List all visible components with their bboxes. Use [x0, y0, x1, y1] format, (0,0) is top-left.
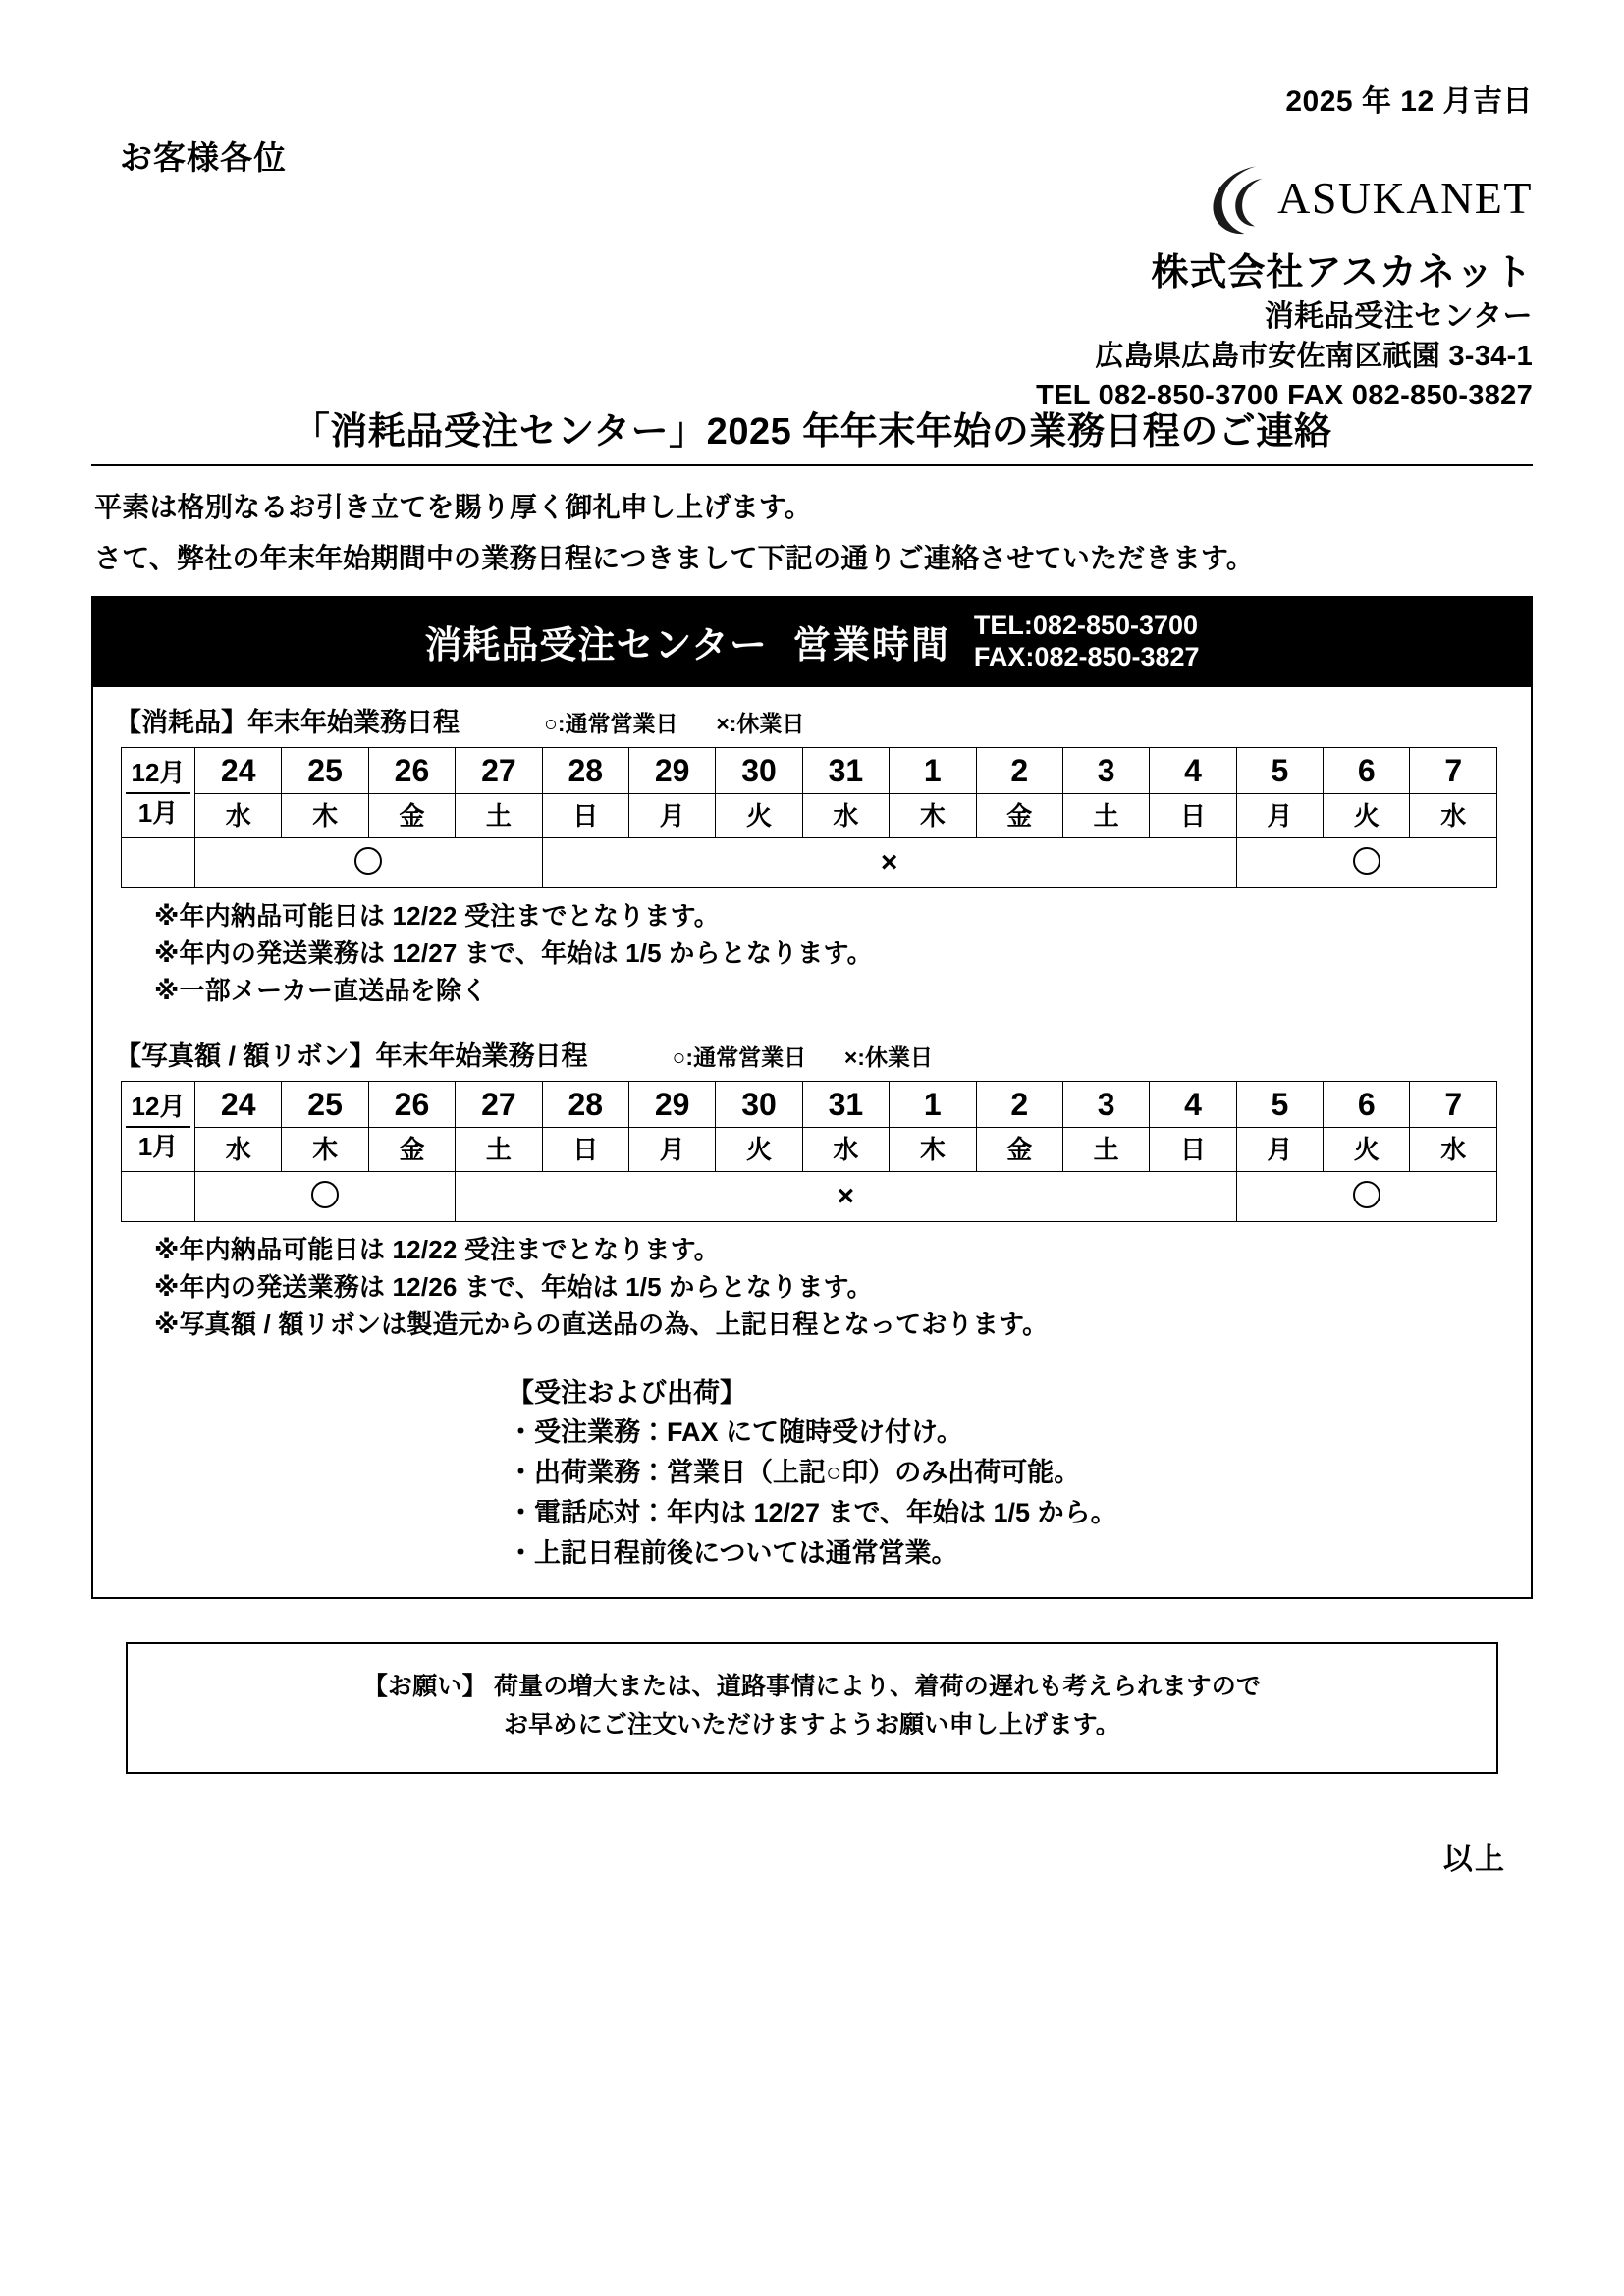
company-logo — [826, 157, 1533, 241]
cross-closed-icon: × — [837, 1180, 855, 1213]
note-item: ※写真額 / 額リボンは製造元からの直送品の為、上記日程となっております。 — [154, 1308, 1049, 1339]
day-number: 7 — [1410, 1082, 1497, 1128]
month-label-cell — [122, 748, 195, 838]
day-number: 25 — [282, 748, 368, 794]
intro-line-2: さて、弊社の年末年始期間中の業務日程につきまして下記の通りご連絡させていただきます。 — [94, 542, 1255, 573]
weekday: 木 — [890, 794, 976, 838]
day-number: 31 — [802, 1082, 889, 1128]
weekday: 月 — [1236, 1128, 1323, 1172]
weekday: 金 — [976, 1128, 1062, 1172]
legend-closed: ×:休業日 — [716, 711, 805, 737]
circle-open-icon — [1353, 847, 1380, 875]
banner-tel: TEL:082-850-3700 — [973, 610, 1199, 640]
banner-center-name: 消耗品受注センター — [424, 624, 768, 667]
table-row-weekdays — [122, 794, 1497, 838]
circle-open-icon — [1353, 1181, 1380, 1208]
legend — [544, 706, 804, 738]
weekday: 土 — [456, 1128, 542, 1172]
closing-mark: 以上 — [1443, 1842, 1506, 1876]
status-cell-open-2 — [1236, 838, 1496, 888]
weekday: 土 — [1062, 794, 1149, 838]
notes-frames — [93, 1222, 1531, 1343]
weekday: 火 — [1324, 794, 1410, 838]
status-row-spacer — [122, 838, 195, 888]
schedule-box-content — [93, 687, 1531, 1597]
section-header-frames — [93, 1035, 1531, 1081]
table-row-status — [122, 838, 1497, 888]
weekday: 火 — [716, 794, 802, 838]
weekday: 火 — [716, 1128, 802, 1172]
banner-hours-label: 営業時間 — [792, 624, 950, 667]
table-row-days — [122, 748, 1497, 794]
section-title: 【消耗品】年末年始業務日程 — [115, 708, 460, 738]
day-number: 26 — [368, 748, 455, 794]
intro-paragraphs — [94, 488, 1530, 578]
weekday: 木 — [282, 794, 368, 838]
day-number: 6 — [1324, 748, 1410, 794]
weekday: 水 — [1410, 1128, 1497, 1172]
weekday: 月 — [628, 1128, 715, 1172]
day-number: 25 — [282, 1082, 368, 1128]
company-telephone-fax: TEL 082-850-3700 FAX 082-850-3827 — [1036, 380, 1533, 412]
addressee-line: お客様各位 — [120, 139, 287, 176]
day-number: 31 — [802, 748, 889, 794]
order-shipping-item: ・受注業務：FAX にて随時受け付け。 — [508, 1417, 963, 1447]
status-cell-closed — [542, 838, 1236, 888]
calendar-wrap-consumables — [93, 747, 1531, 888]
legend — [673, 1040, 933, 1072]
request-line-1: 【お願い】 荷量の増大または、道路事情により、着荷の遅れも考えられますので — [362, 1673, 1262, 1701]
weekday: 水 — [1410, 794, 1497, 838]
intro-line-1: 平素は格別なるお引き立てを賜り厚く御礼申し上げます。 — [94, 492, 812, 522]
schedule-table-frames — [121, 1081, 1497, 1222]
day-number: 24 — [195, 748, 282, 794]
section-header-consumables — [93, 701, 1531, 747]
order-shipping-item: ・上記日程前後については通常営業。 — [508, 1538, 958, 1569]
day-number: 28 — [542, 748, 628, 794]
request-notice-box — [126, 1642, 1498, 1774]
logo-wordmark: ASUKANET — [1277, 173, 1533, 223]
day-number: 3 — [1062, 748, 1149, 794]
day-number: 1 — [890, 1082, 976, 1128]
weekday: 土 — [456, 794, 542, 838]
table-row-status — [122, 1172, 1497, 1222]
schedule-main-box — [91, 596, 1533, 1600]
month-label-top: 12月 — [126, 1091, 190, 1128]
day-number: 30 — [716, 748, 802, 794]
month-label-cell — [122, 1082, 195, 1172]
circle-open-icon — [311, 1181, 339, 1208]
status-cell-open-2 — [1236, 1172, 1496, 1222]
status-cell-open-1 — [195, 838, 543, 888]
order-shipping-block — [93, 1344, 1531, 1575]
day-number: 4 — [1150, 1082, 1236, 1128]
note-item: ※一部メーカー直送品を除く — [154, 975, 488, 1005]
day-number: 24 — [195, 1082, 282, 1128]
weekday: 木 — [282, 1128, 368, 1172]
table-row-days — [122, 1082, 1497, 1128]
document-header — [0, 0, 1624, 412]
weekday: 金 — [976, 794, 1062, 838]
day-number: 3 — [1062, 1082, 1149, 1128]
weekday: 水 — [802, 794, 889, 838]
day-number: 4 — [1150, 748, 1236, 794]
day-number: 5 — [1236, 748, 1323, 794]
day-number: 29 — [628, 1082, 715, 1128]
page-title: 「消耗品受注センター」2025 年年末年始の業務日程のご連絡 — [292, 411, 1332, 453]
weekday: 日 — [542, 794, 628, 838]
day-number: 2 — [976, 748, 1062, 794]
table-row-weekdays — [122, 1128, 1497, 1172]
calendar-wrap-frames — [93, 1081, 1531, 1222]
status-row-spacer — [122, 1172, 195, 1222]
weekday: 水 — [195, 794, 282, 838]
banner-contact — [974, 610, 1200, 674]
day-number: 26 — [368, 1082, 455, 1128]
note-item: ※年内納品可能日は 12/22 受注までとなります。 — [154, 901, 720, 932]
month-label-bottom: 1月 — [137, 797, 179, 828]
note-item: ※年内納品可能日は 12/22 受注までとなります。 — [154, 1235, 720, 1265]
weekday: 水 — [195, 1128, 282, 1172]
weekday: 木 — [890, 1128, 976, 1172]
notes-consumables — [93, 888, 1531, 1009]
document-date: 2025 年 12 月吉日 — [1285, 85, 1533, 118]
status-cell-open-1 — [195, 1172, 456, 1222]
company-department: 消耗品受注センター — [1264, 299, 1533, 333]
month-label-top: 12月 — [126, 757, 190, 794]
cross-closed-icon: × — [880, 846, 898, 880]
weekday: 金 — [368, 794, 455, 838]
title-divider — [91, 464, 1533, 466]
day-number: 27 — [456, 748, 542, 794]
company-address: 広島県広島市安佐南区祇園 3-34-1 — [1095, 341, 1533, 373]
weekday: 水 — [802, 1128, 889, 1172]
day-number: 30 — [716, 1082, 802, 1128]
day-number: 28 — [542, 1082, 628, 1128]
day-number: 2 — [976, 1082, 1062, 1128]
weekday: 土 — [1062, 1128, 1149, 1172]
banner-fax: FAX:082-850-3827 — [973, 642, 1200, 672]
legend-closed: ×:休業日 — [843, 1044, 933, 1071]
day-number: 27 — [456, 1082, 542, 1128]
legend-open: ○:通常営業日 — [544, 711, 678, 737]
weekday: 月 — [1236, 794, 1323, 838]
order-shipping-item: ・電話応対：年内は 12/27 まで、年始は 1/5 から。 — [508, 1498, 1117, 1528]
day-number: 1 — [890, 748, 976, 794]
crescent-swoosh-logo-icon — [1209, 162, 1283, 237]
day-number: 6 — [1324, 1082, 1410, 1128]
weekday: 火 — [1324, 1128, 1410, 1172]
hours-banner — [93, 598, 1531, 688]
day-number: 7 — [1410, 748, 1497, 794]
order-shipping-title: 【受注および出荷】 — [508, 1377, 746, 1408]
day-number: 5 — [1236, 1082, 1323, 1128]
note-item: ※年内の発送業務は 12/27 まで、年始は 1/5 からとなります。 — [154, 938, 873, 969]
weekday: 日 — [1150, 794, 1236, 838]
section-title: 【写真額 / 額リボン】年末年始業務日程 — [115, 1041, 588, 1072]
weekday: 金 — [368, 1128, 455, 1172]
schedule-table-consumables — [121, 747, 1497, 888]
status-cell-closed — [456, 1172, 1237, 1222]
weekday: 月 — [628, 794, 715, 838]
note-item: ※年内の発送業務は 12/26 まで、年始は 1/5 からとなります。 — [154, 1272, 873, 1303]
request-line-2: お早めにご注文いただけますようお願い申し上げます。 — [503, 1710, 1120, 1738]
company-name: 株式会社アスカネット — [1151, 252, 1533, 294]
circle-open-icon — [354, 847, 382, 875]
month-label-bottom: 1月 — [137, 1131, 179, 1161]
legend-open: ○:通常営業日 — [672, 1044, 807, 1071]
day-number: 29 — [628, 748, 715, 794]
order-shipping-item: ・出荷業務：営業日（上記○印）のみ出荷可能。 — [508, 1458, 1081, 1488]
company-info-block — [826, 157, 1533, 415]
weekday: 日 — [542, 1128, 628, 1172]
weekday: 日 — [1150, 1128, 1236, 1172]
